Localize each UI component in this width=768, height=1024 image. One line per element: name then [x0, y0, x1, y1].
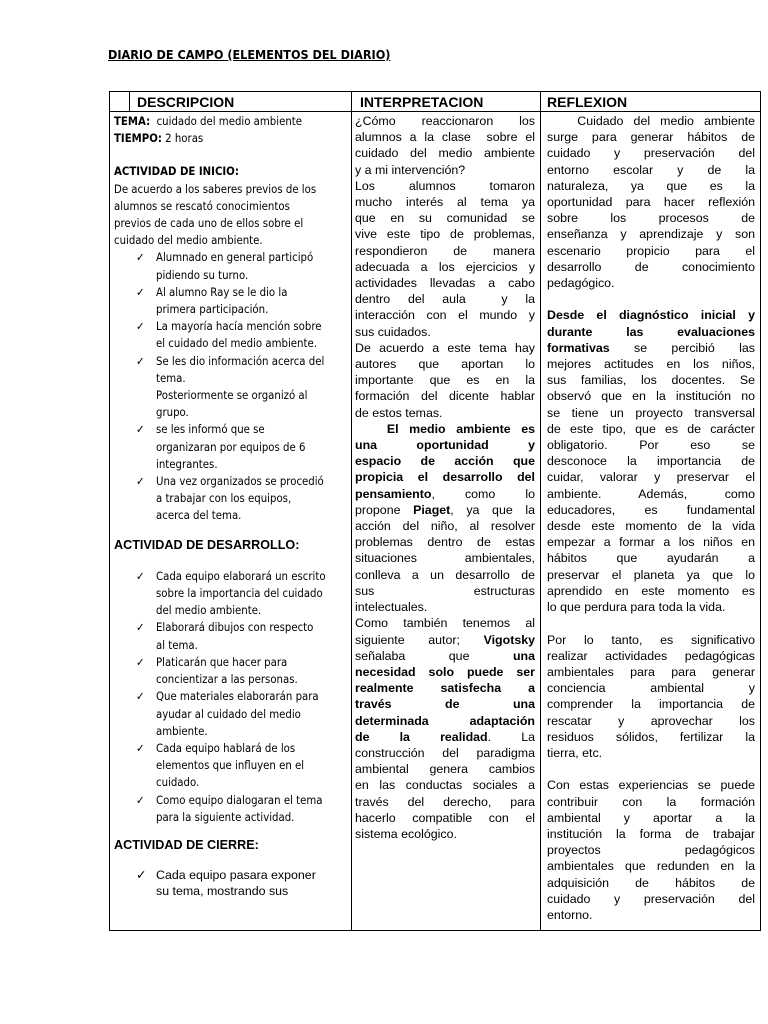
- text-line: respondieron de manera: [355, 243, 535, 258]
- checkmark-icon: ✓: [136, 655, 145, 669]
- checklist-item: [114, 654, 350, 688]
- text-line: institución la forma de trabajar: [547, 826, 755, 841]
- tema-line: [114, 113, 350, 130]
- text-line: adquisición de hábitos de: [547, 875, 755, 890]
- text-line: sus cuidados.: [355, 324, 431, 339]
- text-line: de este tipo, que es de carácter: [547, 421, 755, 436]
- spacer: [114, 826, 350, 837]
- text-line: El medio ambiente es: [355, 421, 535, 436]
- text-line: mucho interés al tema ya: [355, 195, 535, 210]
- checkmark-icon: ✓: [136, 475, 145, 489]
- blank-line: [547, 291, 755, 307]
- checklist-item: [114, 421, 350, 473]
- checklist-text: elementos que influyen en el: [156, 759, 305, 773]
- checklist-item: [114, 568, 350, 620]
- text-line: de la realidad. La: [355, 729, 535, 744]
- checklist-text: Platicarán que hacer para: [156, 655, 288, 669]
- checklist-text: del medio ambiente.: [156, 604, 262, 618]
- text-line: formativas se percibió las: [547, 340, 755, 355]
- text-line: proyectos pedagógicos: [547, 843, 755, 858]
- tiempo-line: [114, 130, 350, 147]
- text-line: sistema ecológico.: [355, 826, 457, 841]
- checkmark-icon: ✓: [136, 621, 145, 635]
- checklist-text: para la siguiente actividad.: [156, 810, 295, 824]
- text-line: desde este momento de la vida: [547, 519, 755, 534]
- spacer: [114, 554, 350, 568]
- text-line: comprender la importancia de: [547, 697, 755, 712]
- header-left-notch: [129, 92, 130, 111]
- tiempo-label: TIEMPO:: [114, 132, 162, 146]
- text-line: y a mi intervención?: [355, 162, 466, 177]
- checklist-text: a trabajar con los equipos,: [156, 492, 292, 506]
- text-line: Los alumnos tomaron: [355, 178, 535, 193]
- text-line: previos de cada uno de ellos sobre el: [114, 217, 304, 231]
- text-line: conlleva a un desarrollo de: [355, 567, 535, 582]
- text-line: alumnos a la clase sobre el: [355, 130, 535, 145]
- checklist-text: Cada equipo elaborará un escrito: [156, 569, 326, 583]
- text-line: empezar a formar a los niños en: [547, 535, 755, 550]
- text-line: naturaleza, ya que es la: [547, 178, 755, 193]
- checkmark-icon: ✓: [136, 320, 145, 334]
- text-line: situaciones ambientales,: [355, 551, 535, 566]
- checklist-text: se les informó que se: [156, 423, 265, 437]
- text-line: vive este tipo de problemas,: [355, 227, 535, 242]
- text-line: cuidado y preservación del: [547, 891, 755, 906]
- text-line: Por lo tanto, es significativo: [547, 632, 755, 647]
- spacer: [114, 525, 350, 537]
- text-line: observó que en la institución no: [547, 389, 755, 404]
- text-line: cuidado del medio ambiente: [355, 146, 535, 161]
- text-line: Cuidado del medio ambiente: [547, 114, 755, 128]
- text-line: desconoce la importancia de: [547, 454, 755, 469]
- text-line: surge para generar hábitos de: [547, 130, 755, 145]
- checklist-text: Como equipo dialogaran el tema: [156, 793, 323, 807]
- text-line: educadores, es fundamental: [547, 502, 755, 517]
- checklist-item: [114, 688, 350, 740]
- text-line: Como también tenemos al: [355, 616, 535, 631]
- checklist-text: el cuidado del medio ambiente.: [156, 337, 317, 351]
- checklist-item: [114, 740, 350, 792]
- text-line: pensamiento, como lo: [355, 486, 535, 501]
- text-line: entorno escolar y de la: [547, 162, 755, 177]
- checklist-text: ambiente.: [156, 724, 208, 738]
- text-line: hacerlo compatible con el: [355, 810, 535, 825]
- checklist-text: cuidado.: [156, 776, 200, 790]
- checklist-item: [114, 249, 350, 283]
- text-line: se tiene un proyecto transversal: [547, 405, 755, 420]
- checklist-text: grupo.: [156, 406, 189, 420]
- checklist-item: [114, 867, 350, 899]
- checkmark-icon: ✓: [136, 423, 145, 437]
- text-line: realizar actividades pedagógicas: [547, 648, 755, 663]
- text-line: sus estructuras: [355, 583, 535, 598]
- text-line: construcción del paradigma: [355, 745, 535, 760]
- text-line: determinada adaptación: [355, 713, 535, 728]
- text-line: necesidad solo puede ser: [355, 664, 535, 679]
- text-line: una oportunidad y: [355, 438, 535, 453]
- text-line: obligatorio. Por eso se: [547, 438, 755, 453]
- blank-line: [547, 761, 755, 777]
- checkmark-icon: ✓: [136, 793, 145, 807]
- reflexion-column: [547, 113, 755, 930]
- text-line: ambiente. Además, como: [547, 486, 755, 501]
- spacer: [114, 147, 350, 163]
- text-line: sobre los procesos de: [547, 211, 755, 226]
- text-line: contribuir con la formación: [547, 794, 755, 809]
- inicio-heading: ACTIVIDAD DE INICIO:: [114, 165, 239, 179]
- spacer: [114, 854, 350, 867]
- text-line: problemas dentro de estas: [355, 535, 535, 550]
- header-reflexion: REFLEXION: [547, 94, 628, 110]
- text-line: Con estas experiencias se puede: [547, 778, 755, 793]
- text-line: hábitos que ayudarán a: [547, 551, 755, 566]
- checklist-text: primera participación.: [156, 303, 269, 317]
- text-line: De acuerdo a los saberes previos de los: [114, 182, 317, 196]
- text-line: ambientales para para generar: [547, 664, 755, 679]
- checkmark-icon: ✓: [136, 868, 147, 883]
- text-line: oportunidad para hacer reflexión: [547, 195, 755, 210]
- checklist-item: [114, 792, 350, 826]
- checkmark-icon: ✓: [136, 741, 145, 755]
- desarrollo-heading: ACTIVIDAD DE DESARROLLO:: [114, 537, 300, 552]
- text-line: preservar el planeta ya que lo: [547, 567, 755, 582]
- checklist-text: organizaran por equipos de 6: [156, 440, 306, 454]
- column-divider-1: [351, 92, 352, 930]
- tema-label: TEMA:: [114, 115, 151, 128]
- checklist-item: [114, 619, 350, 653]
- text-line: propicia el desarrollo del: [355, 470, 535, 485]
- text-line: Desde el diagnóstico inicial y: [547, 308, 755, 323]
- interpretacion-column: [355, 113, 535, 930]
- cierre-list: [114, 867, 350, 899]
- text-line: señalaba que una: [355, 648, 535, 663]
- inicio-intro: [114, 181, 350, 250]
- text-line: ambientales que redunden en la: [547, 859, 755, 874]
- text-line: pedagógico.: [547, 276, 615, 291]
- checklist-text: Cada equipo hablará de los: [156, 741, 296, 755]
- checklist-text: Elaborará dibujos con respecto: [156, 621, 314, 635]
- text-line: espacio de acción que: [355, 454, 535, 469]
- text-line: realmente satisfecha a: [355, 681, 535, 696]
- document-title: DIARIO DE CAMPO (ELEMENTOS DEL DIARIO): [108, 47, 391, 62]
- text-line: autores que aportan lo: [355, 357, 535, 372]
- checklist-text: tema.: [156, 371, 186, 385]
- checklist-item: [114, 353, 350, 422]
- text-line: ambiental genera cambios: [355, 762, 535, 777]
- text-line: alumnos se rescató conocimientos: [114, 199, 290, 213]
- text-line: aprendido en este momento es: [547, 583, 755, 598]
- checklist-item: [114, 473, 350, 525]
- checklist-text: Que materiales elaborarán para: [156, 690, 319, 704]
- text-line: importante que es en la: [355, 373, 535, 388]
- header-interpretacion: INTERPRETACION: [360, 94, 484, 110]
- checkmark-icon: ✓: [136, 354, 145, 368]
- text-line: sus familias, los docentes. Se: [547, 373, 755, 388]
- text-line: De acuerdo a este tema hay: [355, 340, 535, 355]
- text-line: cuidar, valorar y preservar el: [547, 470, 755, 485]
- header-top-line: [129, 91, 760, 92]
- column-divider-2: [540, 92, 541, 930]
- diary-table: [109, 91, 761, 931]
- checklist-text: Se les dio información acerca del: [156, 354, 325, 368]
- text-line: ambiental y aportar a la: [547, 810, 755, 825]
- text-line: ¿Cómo reaccionaron los: [355, 114, 535, 128]
- checklist-text: Alumnado en general participó: [156, 251, 314, 265]
- text-line: rescatar y aprovechar los: [547, 713, 755, 728]
- text-line: cuidado del medio ambiente.: [114, 234, 263, 248]
- checklist-text: su tema, mostrando sus: [156, 884, 289, 899]
- checklist-text: Posteriormente se organizó al: [156, 389, 308, 403]
- checklist-text: La mayoría hacía mención sobre: [156, 320, 322, 334]
- text-line: conciencia ambiental y: [547, 681, 755, 696]
- text-line: entorno.: [547, 907, 593, 922]
- checklist-text: pidiendo su turno.: [156, 268, 249, 282]
- desarrollo-list: [114, 568, 350, 826]
- checkmark-icon: ✓: [136, 285, 145, 299]
- checklist-item: [114, 284, 350, 318]
- header-descripcion: DESCRIPCION: [137, 94, 235, 110]
- text-line: adecuada a los ejercicios y: [355, 259, 535, 274]
- blank-line: [547, 615, 755, 631]
- checklist-text: Cada equipo pasara exponer: [156, 868, 316, 883]
- text-line: siguiente autor; Vigotsky: [355, 632, 535, 647]
- descripcion-column: [114, 113, 350, 930]
- text-line: actividades llevadas a cabo: [355, 276, 535, 291]
- text-line: durante las evaluaciones: [547, 324, 755, 339]
- header-bottom-line: [110, 111, 760, 112]
- checklist-item: [114, 318, 350, 352]
- text-line: escenario propicio para el: [547, 243, 755, 258]
- checklist-text: ayudar al cuidado del medio: [156, 707, 301, 721]
- text-line: enseñanza y aprendizaje y son: [547, 227, 755, 242]
- tiempo-value: 2 horas: [161, 132, 204, 146]
- text-line: en las conductas sociales a: [355, 778, 535, 793]
- text-line: interacción con el mundo y: [355, 308, 535, 323]
- checkmark-icon: ✓: [136, 690, 145, 704]
- text-line: formación del dicente hablar: [355, 389, 535, 404]
- checklist-text: Una vez organizados se procedió: [156, 475, 324, 489]
- tema-value: cuidado del medio ambiente: [150, 115, 303, 128]
- text-line: través de una: [355, 697, 535, 712]
- text-line: dentro del aula y la: [355, 292, 535, 307]
- text-line: cuidado y preservación del: [547, 146, 755, 161]
- checklist-text: concientizar a las personas.: [156, 673, 298, 687]
- checklist-text: Al alumno Ray se le dio la: [156, 285, 288, 299]
- text-line: desarrollo de conocimiento: [547, 259, 755, 274]
- text-line: mejores actitudes en los niños,: [547, 357, 755, 372]
- checklist-text: integrantes.: [156, 457, 218, 471]
- text-line: tierra, etc.: [547, 745, 603, 760]
- text-line: intelectuales.: [355, 600, 428, 615]
- inicio-list: [114, 249, 350, 524]
- checklist-text: al tema.: [156, 638, 198, 652]
- checkmark-icon: ✓: [136, 569, 145, 583]
- text-line: propone Piaget, ya que la: [355, 502, 535, 517]
- text-line: lo que perdura para toda la vida.: [547, 600, 726, 615]
- text-line: través del derecho, para: [355, 794, 535, 809]
- text-line: acción del niño, al resolver: [355, 519, 535, 534]
- checklist-text: sobre la importancia del cuidado: [156, 587, 323, 601]
- checkmark-icon: ✓: [136, 251, 145, 265]
- checklist-text: acerca del tema.: [156, 509, 242, 523]
- text-line: residuos sólidos, fertilizar la: [547, 729, 755, 744]
- text-line: que en su comunidad se: [355, 211, 535, 226]
- text-line: de estos temas.: [355, 405, 443, 420]
- cierre-heading: ACTIVIDAD DE CIERRE:: [114, 837, 259, 852]
